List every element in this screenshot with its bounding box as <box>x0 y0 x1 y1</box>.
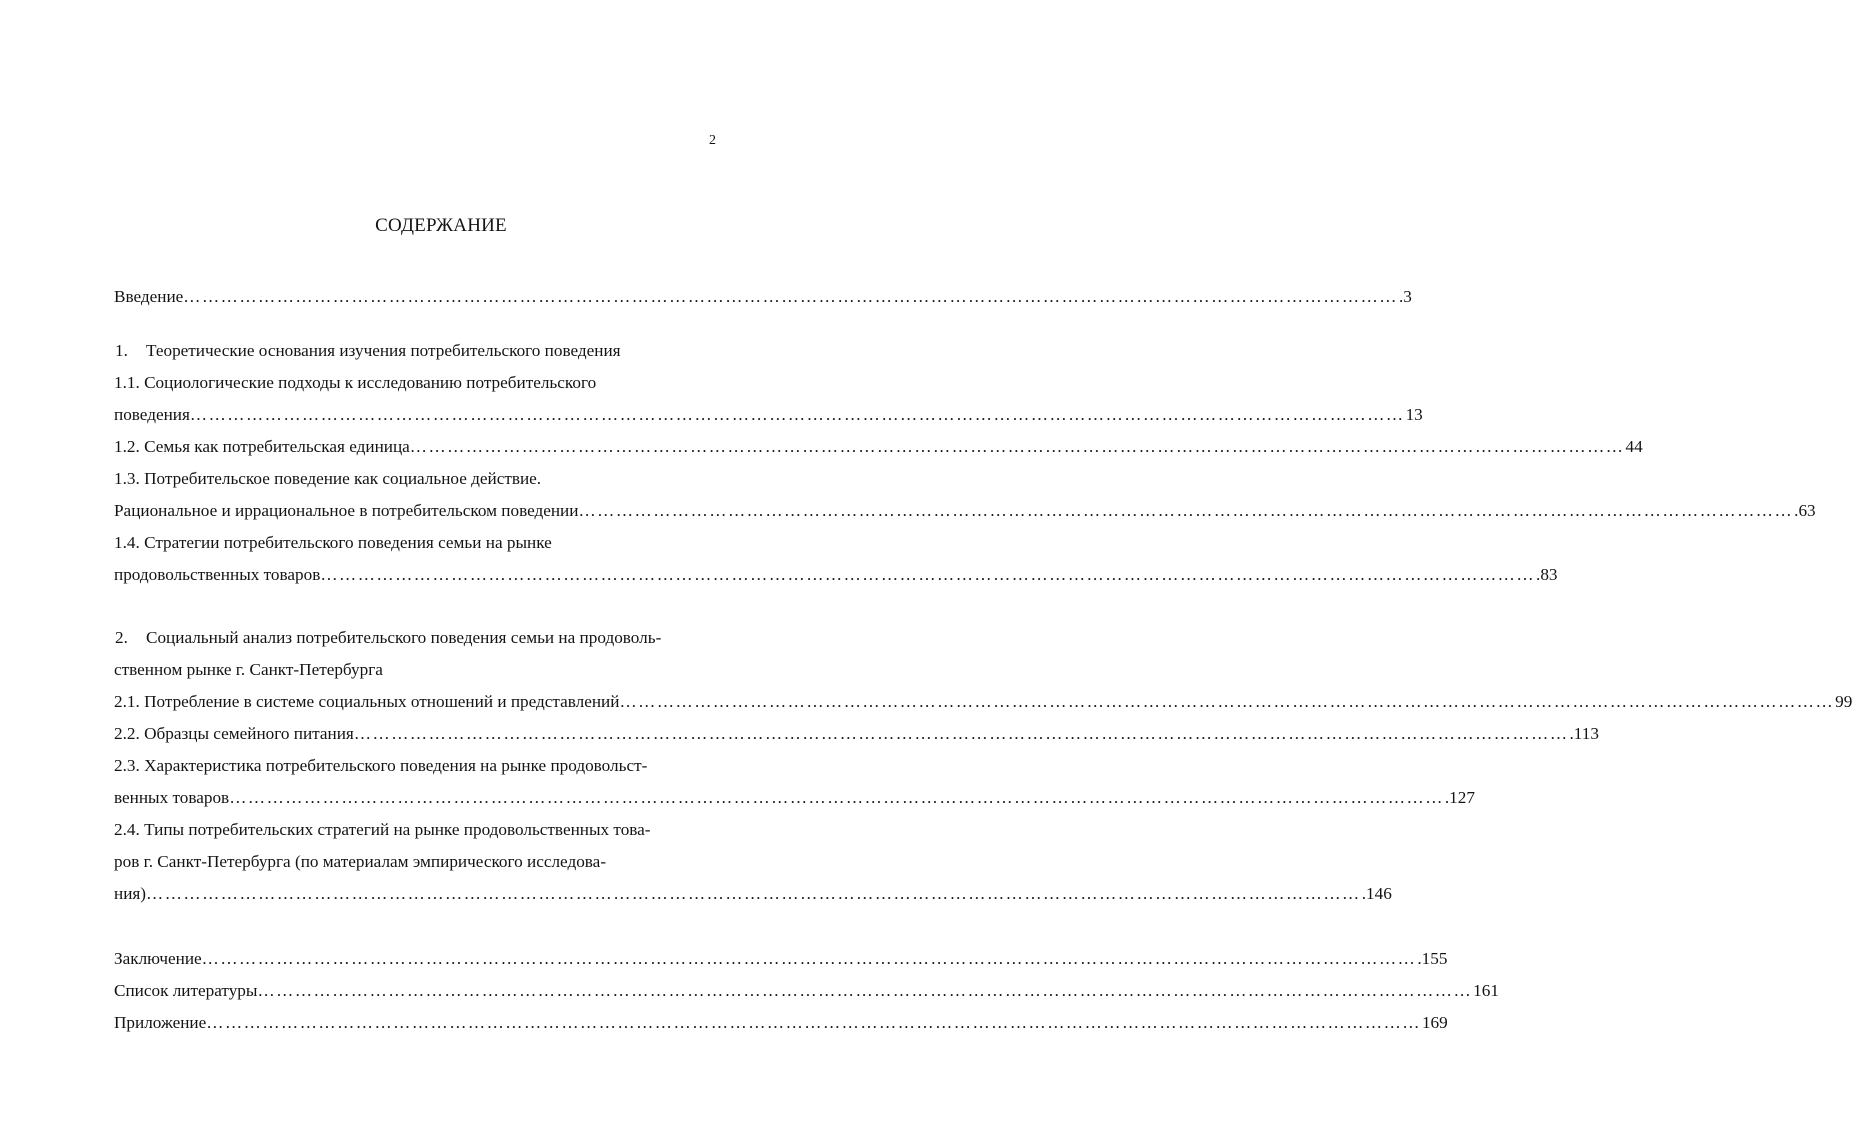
toc-section-2-3-cont[interactable] <box>114 787 1475 809</box>
dot-leader: …………………………………………………………………………………………………………………………………………………………………………… <box>183 287 1398 306</box>
toc-entry-page: .155 <box>1417 949 1448 968</box>
chapter-title: Социальный анализ потребительского поведения семьи на продоволь- <box>146 628 662 647</box>
toc-entry-text: Приложение <box>114 1013 207 1032</box>
dot-leader: …………………………………………………………………………………………………………………………………………………………………………… <box>409 437 1625 456</box>
toc-entry-text: Рациональное и иррациональное в потребительском поведении <box>114 501 579 520</box>
toc-section-2-4-cont2[interactable] <box>114 883 1392 905</box>
chapter-title: Теоретические основания изучения потребительского поведения <box>146 341 621 360</box>
dot-leader: …………………………………………………………………………………………………………………………………………………………………………… <box>353 724 1569 743</box>
page-title: СОДЕРЖАНИЕ <box>375 215 507 236</box>
toc-section-1-1-cont[interactable] <box>114 404 1423 426</box>
toc-entry-page: 169 <box>1421 1013 1448 1032</box>
toc-entry-text: Введение <box>114 287 184 306</box>
toc-entry-page: 99 <box>1835 692 1852 711</box>
toc-section-2-1[interactable] <box>114 691 1852 713</box>
toc-section-1-2[interactable] <box>114 436 1643 458</box>
toc-entry-text: Заключение <box>114 949 202 968</box>
toc-section-1-4[interactable]: 1.4. Стратегии потребительского поведения семьи на рынке <box>114 533 552 552</box>
toc-entry-text: 1.2. Семья как потребительская единица <box>114 437 410 456</box>
dot-leader: …………………………………………………………………………………………………………………………………………………………………………… <box>206 1013 1421 1032</box>
dot-leader: …………………………………………………………………………………………………………………………………………………………………………… <box>201 949 1417 968</box>
toc-entry-appendix[interactable] <box>114 1012 1448 1034</box>
toc-chapter-1-heading[interactable] <box>115 340 715 362</box>
toc-entry-page: 161 <box>1473 981 1499 1000</box>
toc-entry-text: венных товаров <box>114 788 230 807</box>
toc-section-1-3[interactable]: 1.3. Потребительское поведение как социальное действие. <box>114 469 542 488</box>
dot-leader: …………………………………………………………………………………………………………………………………………………………………………… <box>578 501 1794 520</box>
toc-section-1-1[interactable]: 1.1. Социологические подходы к исследованию потребительского <box>114 373 597 392</box>
chapter-number: 1. <box>115 341 128 360</box>
toc-entry-page: 13 <box>1405 405 1423 424</box>
toc-entry-page: .3 <box>1398 287 1412 306</box>
toc-entry-bibliography[interactable] <box>114 980 1499 1002</box>
toc-entry-text: Список литературы <box>114 981 258 1000</box>
toc-section-2-2[interactable] <box>114 723 1599 745</box>
toc-section-1-3-cont[interactable] <box>114 500 1816 522</box>
toc-chapter-2-heading[interactable] <box>115 627 715 649</box>
dot-leader: …………………………………………………………………………………………………………………………………………………………………………… <box>146 884 1361 903</box>
toc-entry-page: .127 <box>1444 788 1475 807</box>
dot-leader: …………………………………………………………………………………………………………………………………………………………………………… <box>257 981 1473 1000</box>
toc-entry-text: 2.2. Образцы семейного питания <box>114 724 354 743</box>
toc-section-2-4[interactable]: 2.4. Типы потребительских стратегий на рынке продовольственных това- <box>114 820 651 839</box>
toc-entry-text: ния) <box>114 884 147 903</box>
toc-section-2-3[interactable]: 2.3. Характеристика потребительского поведения на рынке продовольст- <box>114 756 648 775</box>
toc-section-1-4-cont[interactable] <box>114 564 1558 586</box>
toc-entry-page: .146 <box>1361 884 1392 903</box>
dot-leader: …………………………………………………………………………………………………………………………………………………………………………… <box>320 565 1536 584</box>
toc-entry-conclusion[interactable] <box>114 948 1448 970</box>
toc-section-2-4-cont[interactable]: ров г. Санкт-Петербурга (по материалам эмпирического исследова- <box>114 852 607 871</box>
dot-leader: …………………………………………………………………………………………………………………………………………………………………………… <box>189 405 1405 424</box>
toc-entry-page: 44 <box>1625 437 1643 456</box>
toc-entry-intro[interactable] <box>114 286 1412 308</box>
toc-entry-page: .63 <box>1794 501 1816 520</box>
toc-chapter-2-heading-cont[interactable]: ственном рынке г. Санкт-Петербурга <box>114 660 383 679</box>
toc-entry-page: .83 <box>1536 565 1558 584</box>
toc-entry-page: .113 <box>1569 724 1599 743</box>
toc-entry-text: 2.1. Потребление в системе социальных отношений и представлений <box>114 692 620 711</box>
chapter-number: 2. <box>115 628 128 647</box>
page-number: 2 <box>709 133 716 148</box>
toc-entry-text: продовольственных товаров <box>114 565 321 584</box>
dot-leader: …………………………………………………………………………………………………………………………………………………………………………… <box>619 692 1835 711</box>
dot-leader: …………………………………………………………………………………………………………………………………………………………………………… <box>229 788 1444 807</box>
toc-entry-text: поведения <box>114 405 190 424</box>
